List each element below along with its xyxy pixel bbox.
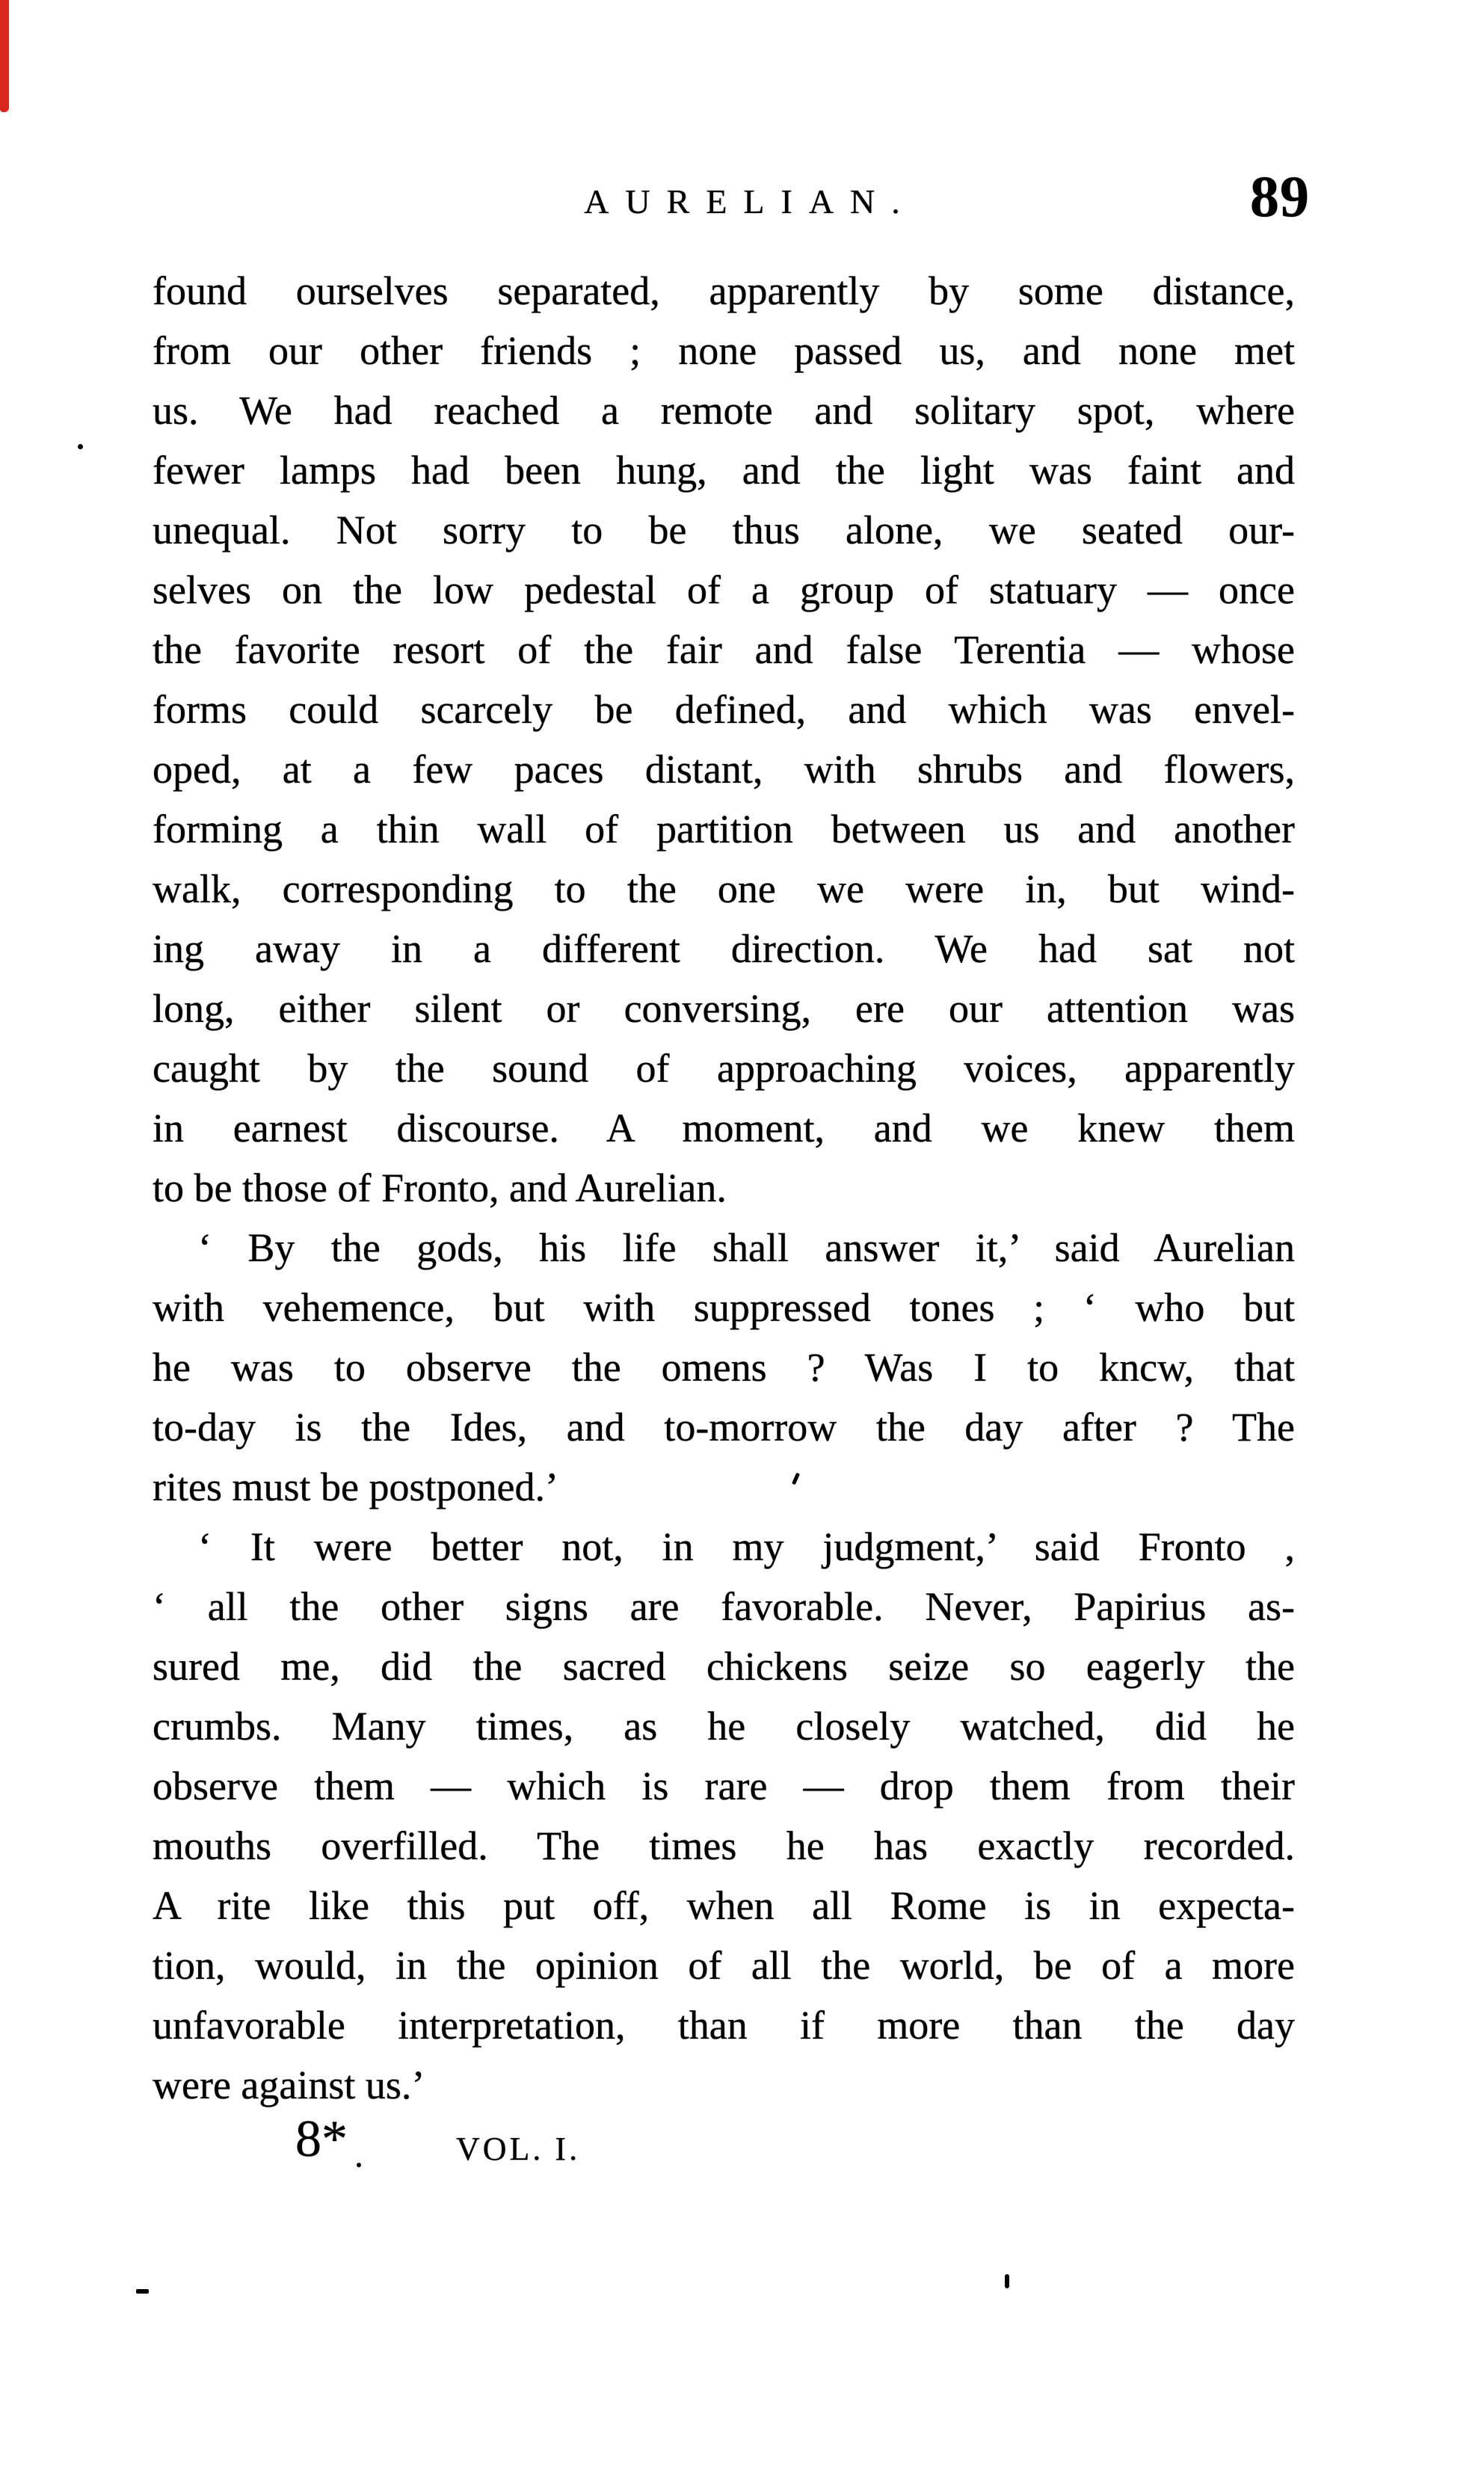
text-line: observe them — which is rare — drop them from their xyxy=(153,1764,1295,1808)
text-line: crumbs. Many times, as he closely watched, did he xyxy=(153,1704,1295,1749)
text-line: were against us.’ xyxy=(153,2063,425,2107)
text-line: oped, at a few paces distant, with shrubs and flowers, xyxy=(153,747,1295,792)
page-title: AURELIAN. xyxy=(584,182,917,221)
text-line: from our other friends ; none passed us, and none met xyxy=(153,328,1295,373)
text-line: ‘ all the other signs are favorable. Never, Papirius as- xyxy=(153,1584,1295,1629)
text-line: to be those of Fronto, and Aurelian. xyxy=(153,1165,727,1210)
text-line: the favorite resort of the fair and false Terentia — whose xyxy=(153,627,1295,672)
text-line: ‘ It were better not, in my judgment,’ said Fronto , xyxy=(198,1524,1295,1569)
text-line: A rite like this put off, when all Rome is in expecta- xyxy=(153,1883,1295,1928)
text-line: unequal. Not sorry to be thus alone, we seated our- xyxy=(153,508,1295,552)
text-line: tion, would, in the opinion of all the world, be of a more xyxy=(153,1943,1295,1988)
text-line: walk, corresponding to the one we were in, but wind- xyxy=(153,866,1295,911)
scan-speck xyxy=(357,2163,361,2167)
footer-volume-label: VOL. I. xyxy=(456,2131,581,2167)
text-line: unfavorable interpretation, than if more than the day xyxy=(153,2003,1295,2048)
text-line: with vehemence, but with suppressed tones ; ‘ who but xyxy=(153,1285,1295,1330)
text-line: found ourselves separated, apparently by some distance, xyxy=(153,268,1295,313)
text-line: forms could scarcely be defined, and which was envel- xyxy=(153,687,1295,732)
text-line: rites must be postponed.’ xyxy=(153,1465,558,1509)
text-line: caught by the sound of approaching voices, apparently xyxy=(153,1046,1295,1091)
text-line: in earnest discourse. A moment, and we knew them xyxy=(153,1106,1295,1151)
text-line: us. We had reached a remote and solitary spot, where xyxy=(153,388,1295,433)
text-line: mouths overfilled. The times he has exactly recorded. xyxy=(153,1823,1295,1868)
text-line: to-day is the Ides, and to-morrow the day after ? The xyxy=(153,1405,1295,1450)
page-number: 89 xyxy=(1250,164,1310,229)
text-line: he was to observe the omens ? Was I to kncw, that xyxy=(153,1345,1295,1390)
text-line: ‘ By the gods, his life shall answer it,’ said Aurelian xyxy=(198,1225,1295,1270)
red-scan-streak xyxy=(0,0,9,112)
footer-signature-mark: 8* xyxy=(295,2110,348,2168)
body-text xyxy=(153,261,1295,2115)
scan-speck xyxy=(136,2289,149,2294)
text-line: forming a thin wall of partition between us and another xyxy=(153,807,1295,852)
text-line: sured me, did the sacred chickens seize so eagerly the xyxy=(153,1644,1295,1689)
scan-speck xyxy=(1005,2274,1009,2288)
text-line: ing away in a different direction. We had sat not xyxy=(153,926,1295,971)
text-line: selves on the low pedestal of a group of statuary — once xyxy=(153,567,1295,612)
scan-speck xyxy=(78,444,83,449)
text-line: long, either silent or conversing, ere our attention was xyxy=(153,986,1295,1031)
text-line: fewer lamps had been hung, and the light was faint and xyxy=(153,448,1295,493)
